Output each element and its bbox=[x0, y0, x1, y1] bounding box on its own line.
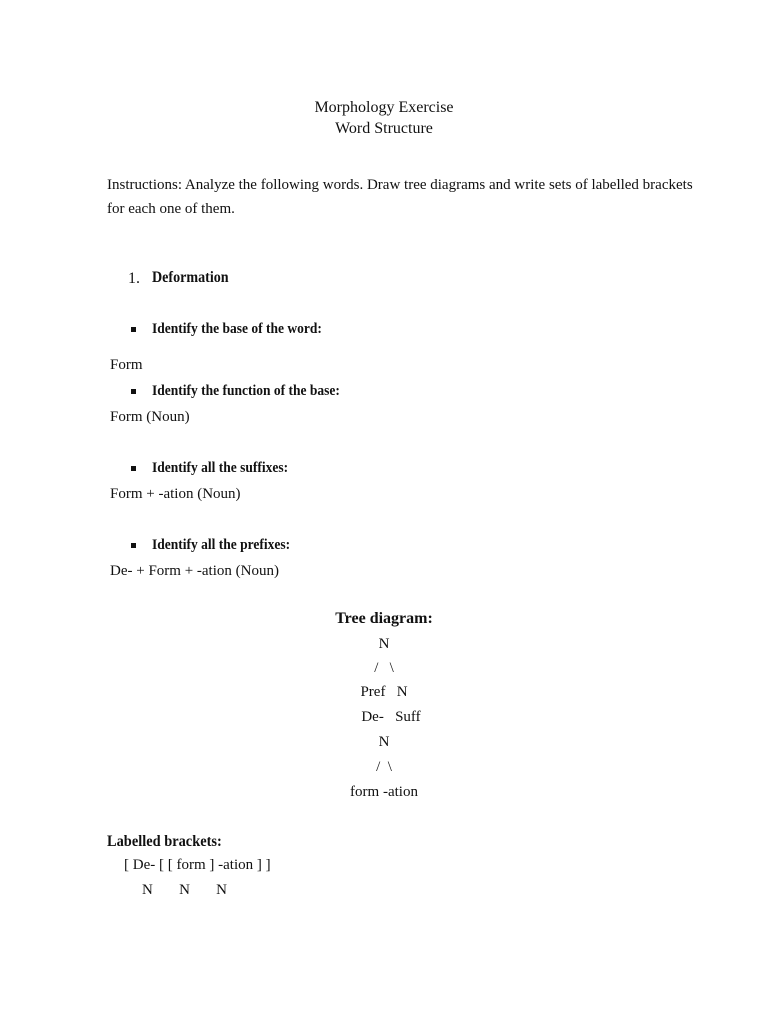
answer-suffixes: Form + -ation (Noun) bbox=[110, 486, 241, 502]
question-prompt-prefixes: Identify all the prefixes: bbox=[152, 537, 291, 553]
document-subtitle: Word Structure bbox=[335, 120, 433, 137]
bullet-marker bbox=[131, 466, 136, 471]
bullet-marker bbox=[131, 327, 136, 332]
tree-leaves: form -ation bbox=[350, 784, 418, 800]
answer-base: Form bbox=[110, 357, 143, 373]
question-prompt-suffixes: Identify all the suffixes: bbox=[152, 460, 289, 476]
bracket-labels: N N N bbox=[142, 882, 227, 898]
labelled-brackets-title: Labelled brackets: bbox=[107, 833, 222, 850]
bullet-marker bbox=[131, 389, 136, 394]
item-word: Deformation bbox=[152, 269, 229, 286]
instructions-line-1: Instructions: Analyze the following words. Draw tree diagrams and write sets of labelled brackets bbox=[107, 177, 693, 193]
tree-node-n: N bbox=[378, 734, 390, 750]
bracket-expression: [ De- [ [ form ] -ation ] ] bbox=[124, 857, 271, 873]
tree-node-pref-n: Pref N bbox=[360, 684, 408, 700]
tree-node-root: N bbox=[378, 636, 390, 652]
question-prompt-base: Identify the base of the word: bbox=[152, 321, 322, 337]
bullet-marker bbox=[131, 543, 136, 548]
tree-branch: / \ bbox=[376, 759, 392, 775]
document-title: Morphology Exercise bbox=[314, 99, 454, 116]
instructions-line-2: for each one of them. bbox=[107, 201, 235, 217]
answer-prefixes: De- + Form + -ation (Noun) bbox=[110, 563, 279, 579]
tree-branch: / \ bbox=[374, 660, 394, 676]
item-number: 1. bbox=[128, 270, 140, 287]
tree-diagram-title: Tree diagram: bbox=[335, 610, 433, 627]
question-prompt-function: Identify the function of the base: bbox=[152, 383, 340, 399]
answer-function: Form (Noun) bbox=[110, 409, 190, 425]
tree-node-de-suff: De- Suff bbox=[361, 709, 421, 725]
